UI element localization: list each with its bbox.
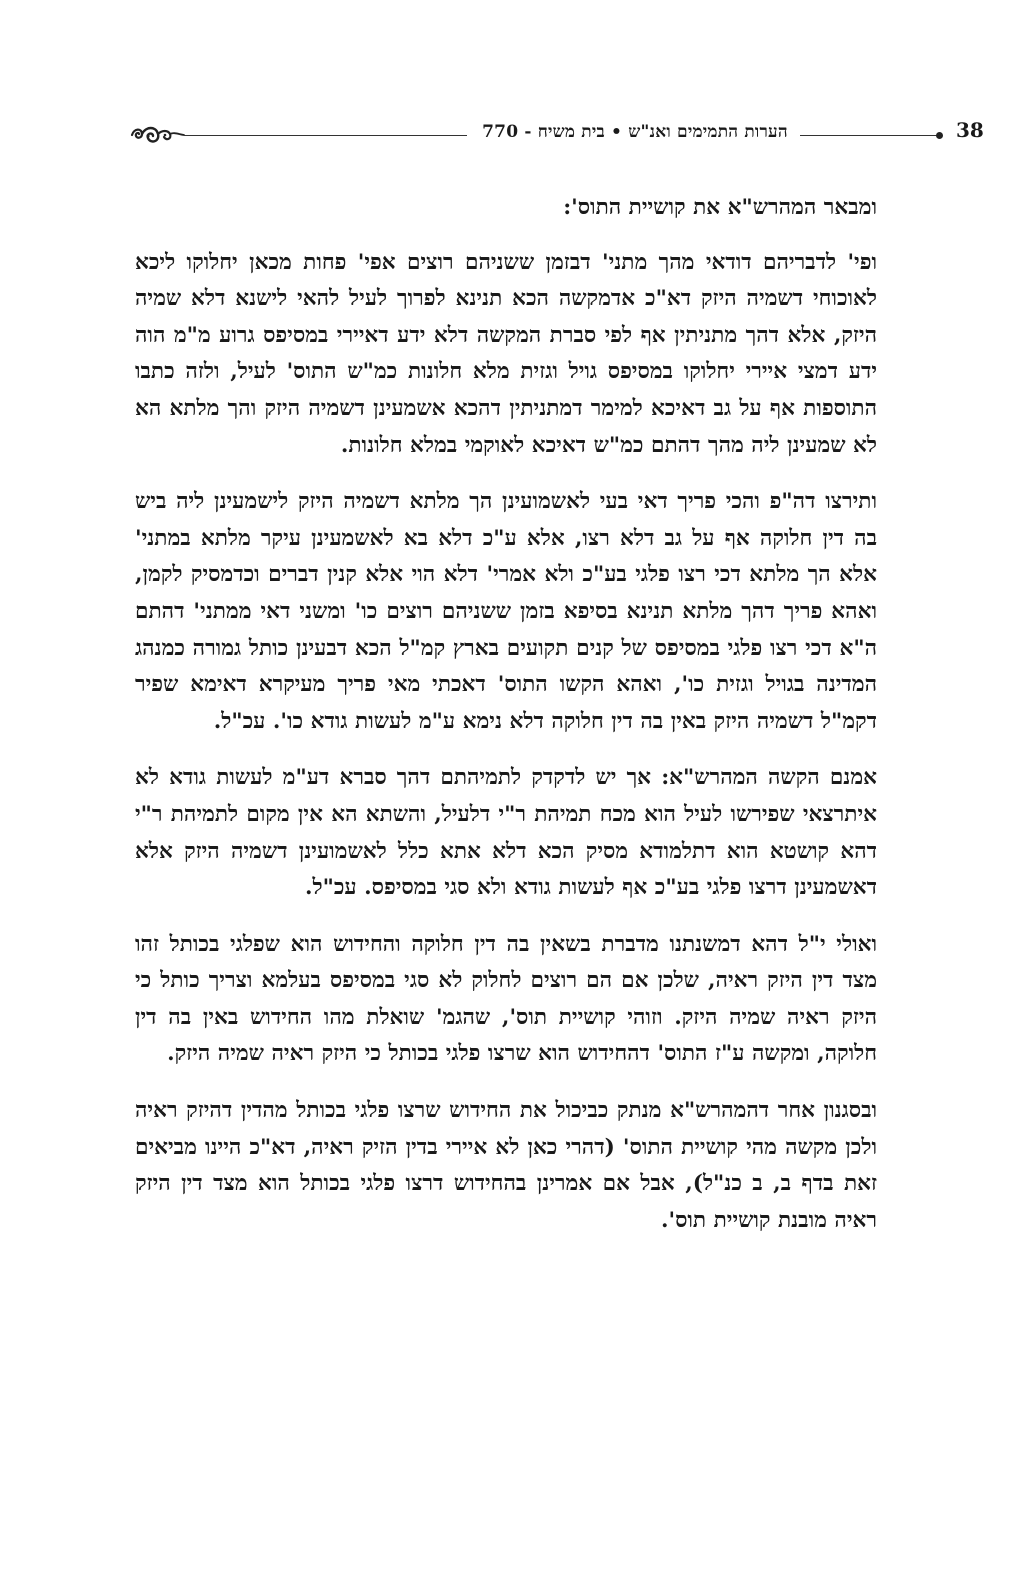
header-rule-left <box>184 135 467 136</box>
running-header <box>128 116 984 156</box>
paragraph-4: ואולי י"ל דהא דמשנתנו מדברת בשאין בה דין חלוקה והחידוש הוא שפלגי בכותל זהו מצד דין היזק ראיה, שלכן אם הם רוצים לחלוק לא סגי במסיפס בעלמא וצריך כותל כי היזק ראיה שמיה היזק. וזוהי קושיית תוס', שהגמ' שואלת מהו החידוש באין בה דין חלוקה, ומקשה ע"ז התוס' דהחידוש הוא שרצו פלגי בכותל כי היזק ראיה שמיה היזק. <box>135 931 877 1067</box>
paragraph-1: ופי' לדבריהם דודאי מהך מתני' דבזמן ששניהם רוצים אפי' פחות מכאן יחלוקו ליכא לאוכוחי דשמיה היזק דא"כ אדמקשה הכא תנינא לפרוך לעיל להאי לישנא דלא שמיה היזק, אלא דהך מתניתין אף לפי סברת המקשה דלא ידע דאיירי במסיפס גרוע מ"מ הוה ידע דמצי איירי יחלוקו במסיפס גויל וגזית מלא חלונות כמ"ש התוס' לעיל, ולזה כתבו התוספות אף על גב דאיכא למימר דמתניתין דהכא אשמעינן דשמיה היזק והך מלתא הא לא שמעינן ליה מהך דהתם כמ"ש דאיכא לאוקמי במלא חלונות. <box>135 249 877 458</box>
paragraph-2: ותירצו דה"פ והכי פריך דאי בעי לאשמועינן הך מלתא דשמיה היזק לישמעינן ליה ביש בה דין חלוקה אף על גב דלא רצו, אלא ע"כ דלא בא לאשמעינן עיקר מלתא במתני' אלא הך מלתא דכי רצו פלגי בע"כ ולא אמרי' דלא הוי אלא קנין דברים וכדמסיק לקמן, ואהא פריך דהך מלתא תנינא בסיפא בזמן ששניהם רוצים כו' ומשני דאי ממתני' דהתם ה"א דכי רצו פלגי במסיפס של קנים תקועים בארץ קמ"ל הכא דבעינן כותל גמורה כמנהג המדינה בגויל וגזית כו', ואהא הקשו התוס' דאכתי מאי פריך מעיקרא דאימא שפיר דקמ"ל דשמיה היזק באין בה דין חלוקה דלא נימא ע"מ לעשות גודא כו'. עכ"ל. <box>135 489 877 734</box>
body-text <box>135 190 877 1259</box>
paragraph-3: אמנם הקשה המהרש"א: אך יש לדקדק לתמיהתם דהך סברא דע"מ לעשות גודא לא איתרצאי שפירשו לעיל הוא מכח תמיהת ר"י דלעיל, והשתא הא אין מקום לתמיהת ר"י דהא קושטא הוא דתלמודא מסיק הכא דלא אתא כלל לאשמועינן דשמיה היזק אלא דאשמעינן דרצו פלגי בע"כ אף לעשות גודא ולא סגי במסיפס. עכ"ל. <box>135 765 877 901</box>
page-number: 38 <box>956 118 984 142</box>
header-title: הערות התמימים ואנ"ש • בית משיח - 770 <box>482 122 788 142</box>
header-rule-right <box>800 135 940 136</box>
scroll-ornament-icon <box>128 122 188 148</box>
intro-line: ומבאר המהרש"א את קושיית התוס': <box>563 195 877 220</box>
paragraph-5: ובסגנון אחר דהמהרש"א מנתק כביכול את החידוש שרצו פלגי בכותל מהדין דהיזק ראיה ולכן מקשה מהי קושיית התוס' (דהרי כאן לא איירי בדין הזיק ראיה, דא"כ היינו מביאים זאת בדף ב, ב כנ"ל), אבל אם אמרינן בהחידוש דרצו פלגי בכותל הוא מצד דין היזק ראיה מובנת קושיית תוס'. <box>135 1098 877 1233</box>
header-bullet <box>936 132 943 139</box>
